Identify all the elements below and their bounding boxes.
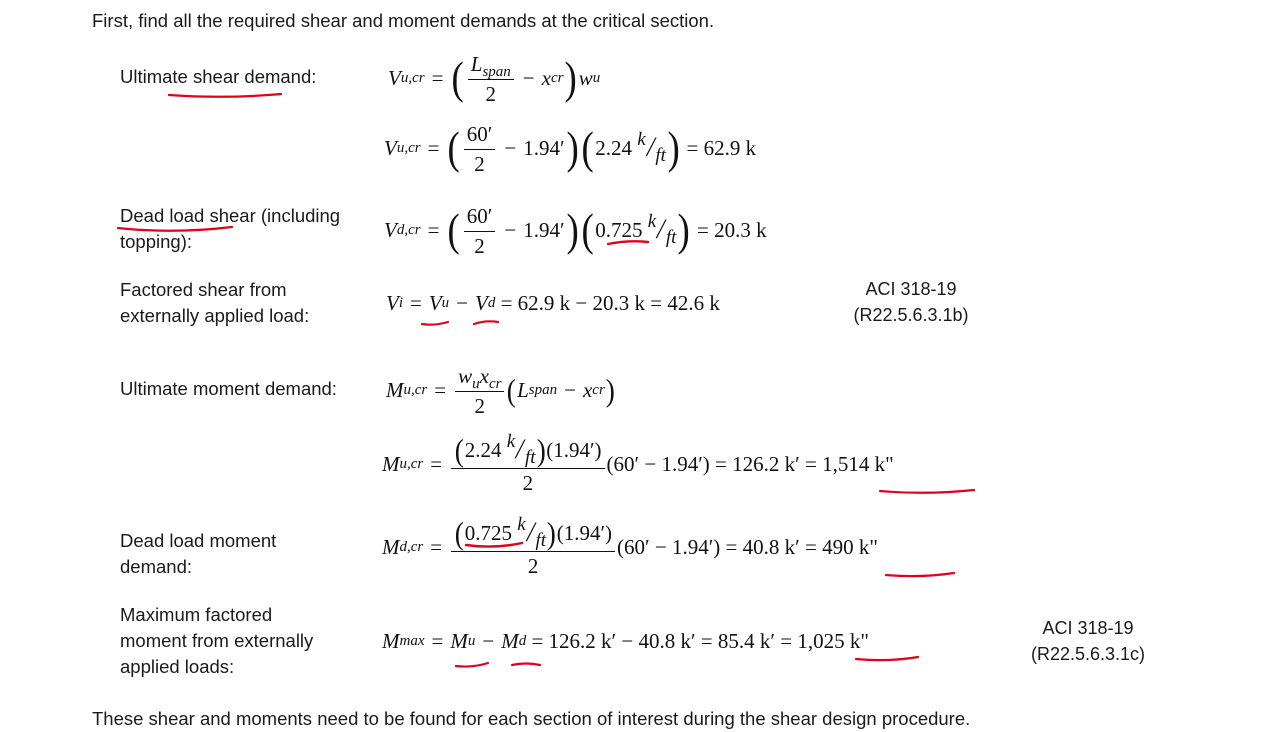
underline-vi-terms [418, 316, 508, 330]
underline-dead-load-value [604, 236, 654, 250]
label-ultimate-moment: Ultimate moment demand: [120, 378, 337, 399]
ref-vi-line-1: ACI 318-19 [865, 279, 957, 299]
eq-vdcr-value: V d,cr = ( $\frac{60'}{2}$ − 1.94′ ) ( 0.725 k / ft ) = 20.3 k [384, 203, 767, 258]
ref-vi-line-2: (R22.5.6.3.1b) [853, 305, 969, 325]
underline-ultimate-shear [166, 88, 286, 100]
underline-md-final [882, 568, 960, 582]
label-dead-shear-2: topping): [120, 231, 192, 252]
intro-text: First, find all the required shear and moment demands at the critical section. [92, 10, 715, 31]
label-max-moment-3: applied loads: [120, 656, 235, 677]
ref-mmax-line-2: (R22.5.6.3.1c) [1030, 644, 1146, 664]
eq-mmax: M max = M u − M d = 126.2 k′ − 40.8 k′ = 85.4 k′ = 1,025 k" [382, 628, 869, 653]
eq-vucr-value: V u,cr = ( $\frac{60'}{2}$ − 1.94′ ) ( 2.24 k / ft ) = 62.9 k [384, 121, 757, 176]
label-dead-shear-1: Dead load shear (including [120, 205, 341, 226]
underline-mmax-terms [452, 656, 548, 672]
label-dead-moment-1: Dead load moment [120, 530, 277, 551]
underline-mmax-final [852, 652, 924, 666]
label-max-moment-2: moment from externally [120, 630, 314, 651]
footer-text: These shear and moments need to be found for each section of interest during the shear design procedure. [92, 708, 971, 729]
eq-vucr-formula: V u,cr = ( $\frac{L_{span}}{2}$ − x cr ) w u [388, 51, 601, 106]
label-dead-moment-2: demand: [120, 556, 192, 577]
label-factored-shear-2: externally applied load: [120, 305, 310, 326]
eq-vi: V i = V u − V d = 62.9 k − 20.3 k = 42.6 k [386, 290, 720, 315]
eq-mucr-formula: M u,cr = $\frac{w_ux_{cr}}{2}$ ( L span − x cr ) [386, 363, 615, 418]
label-max-moment-1: Maximum factored [120, 604, 273, 625]
underline-dead-shear [114, 222, 238, 236]
label-ultimate-shear: Ultimate shear demand: [120, 66, 317, 87]
ref-vi [848, 276, 974, 328]
eq-mdcr-value: M d,cr = ( 0.725 k / ft ) ( 1.94′ ) 2 (60′ − 1.94′) = 40.8 k′ = 490 k" [382, 513, 878, 578]
underline-md-dead-load [462, 538, 528, 552]
ref-mmax [1024, 615, 1152, 667]
underline-mu-final [876, 484, 980, 498]
label-factored-shear-1: Factored shear from [120, 279, 287, 300]
ref-mmax-line-1: ACI 318-19 [1042, 618, 1134, 638]
eq-mucr-value: M u,cr = ( 2.24 k / ft ) ( 1.94′ ) 2 (60′ − 1.94′) = 126.2 k′ = 1,514 k" [382, 430, 894, 495]
